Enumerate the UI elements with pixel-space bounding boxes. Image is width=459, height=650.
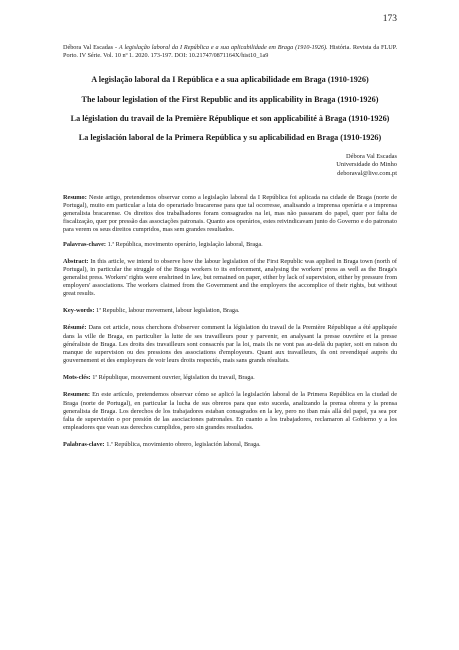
citation-authors: Débora Val Escadas bbox=[63, 44, 114, 51]
paragraph-label: Key-words: bbox=[63, 307, 95, 315]
paragraph-text: Neste artigo, pretendemos observar como a legislação laboral da I República foi aplicada na cidade de Braga (norte de Portugal), muito em particular a luta do operariado bracarense para que tal ocorresse, analisando a imprensa operária e a imprensa generalista bracarense. Os direitos dos trabalhadores foram consagrados na lei, mas não passaram do papel, quer por falta de fiscalização, quer por pressão das associações patronais. Quanto aos operários, estes reivindicavam junto do Governo e do patronato para verem os seus direitos cumpridos, mas sem grandes resultados. bbox=[63, 193, 397, 234]
citation-title: A legislação laboral da I República e a sua aplicabilidade em Braga (1910-1926). bbox=[118, 44, 328, 51]
abstract-spanish bbox=[63, 391, 397, 432]
author-block bbox=[63, 153, 397, 179]
abstract-english bbox=[63, 258, 397, 299]
keywords-french bbox=[63, 374, 397, 382]
abstract-french bbox=[63, 324, 397, 365]
author-email[interactable]: deboraval@live.com.pt bbox=[337, 170, 397, 177]
title-spanish: La legislación laboral de la Primera República y su aplicabilidad en Braga (1910-1926) bbox=[78, 132, 382, 142]
keywords-english bbox=[63, 307, 397, 315]
paragraph-label: Mots-clés: bbox=[63, 374, 91, 382]
paragraph-text: 1.ª República, movimento operário, legislação laboral, Braga. bbox=[106, 241, 263, 249]
citation bbox=[63, 44, 397, 61]
paragraph-text: In this article, we intend to observe how the labour legislation of the First Republic was applied in Braga town (north of Portugal), in particular the struggle of the Braga workers to its enforcement, analysing the workers' press as well as the Braga's generalist press. Workers' rights were enshrined in law, but remained on paper, either by lack of supervision, either by pressure from employers' associations. The workers claimed from the Government and the employers the accomplice of their rights, but without great results. bbox=[63, 257, 397, 298]
paragraph-text: 1ª République, mouvement ouvrier, législation du travail, Braga. bbox=[90, 374, 255, 382]
citation-separator: - bbox=[113, 44, 119, 51]
paragraph-label: Palavras-chave: bbox=[63, 241, 107, 249]
author-name: Débora Val Escadas bbox=[346, 152, 397, 160]
paragraph-label: Palabras-clave: bbox=[63, 441, 105, 449]
title-portuguese: A legislação laboral da I República e a sua aplicabilidade em Braga (1910-1926) bbox=[91, 74, 369, 84]
citation-details: História. Revista da FLUP. Porto. IV Série. Vol. 10 nº 1. 2020. 173-197. DOI: 10.21747/0871164X/hist10_1a9 bbox=[63, 44, 398, 60]
journal-page bbox=[63, 14, 397, 449]
keywords-portuguese bbox=[63, 241, 397, 249]
author-affiliation: Universidade do Minho bbox=[336, 161, 397, 169]
paragraph-label: Resumen: bbox=[63, 391, 90, 399]
paragraph-text: 1ª Republic, labour movement, labour legislation, Braga. bbox=[94, 307, 240, 315]
paragraph-label: Abstract: bbox=[63, 257, 89, 265]
keywords-spanish bbox=[63, 441, 397, 449]
paragraph-label: Résumé: bbox=[63, 324, 87, 332]
paragraph-text: Dans cet article, nous cherchons d'observer comment la législation du travail de la Première République a été appliquée dans la ville de Braga, en particulier la lutte de ses travailleurs pour y parvenir, en analysant la presse ouvrière et la presse généraliste de Braga. Les droits des travailleurs sont consacrés par la loi, mais ils ne vont pas au-delà du papier, soit en raison du manque de supervision ou des pressions des associations d'employeurs. Quant aux travailleurs, ils ont revendiqué auprès du gouvernement et des employeurs de voir leurs droits respectés, mais sans grands résultats. bbox=[63, 324, 397, 365]
paragraph-label: Resumo: bbox=[63, 193, 87, 201]
paragraph-text: 1.ª República, movimiento obrero, legislación laboral, Braga. bbox=[104, 441, 261, 449]
title-english: The labour legislation of the First Republic and its applicability in Braga (1910-1926) bbox=[81, 94, 379, 104]
abstract-portuguese bbox=[63, 194, 397, 235]
paragraph-text: En este artículo, pretendemos observar cómo se aplicó la legislación laboral de la Primera República en la ciudad de Braga (norte de Portugal), en particular la lucha de sus obreros para que esto suceda, analizando la prensa obrera y la prensa generalista de Braga. Los derechos de los trabajadores estaban consagrados en la ley, pero no iban más allá del papel, ya sea por falta de supervisión o por presión de las asociaciones patronales. En cuanto a los trabajadores, reclamaron al Gobierno y a los empleadores que vean sus derechos cumplidos, pero sin grandes resultados. bbox=[63, 391, 397, 432]
page-number: 173 bbox=[382, 14, 397, 24]
title-french: La législation du travail de la Première République et son applicabilité à Braga (1910-1926) bbox=[70, 113, 390, 123]
